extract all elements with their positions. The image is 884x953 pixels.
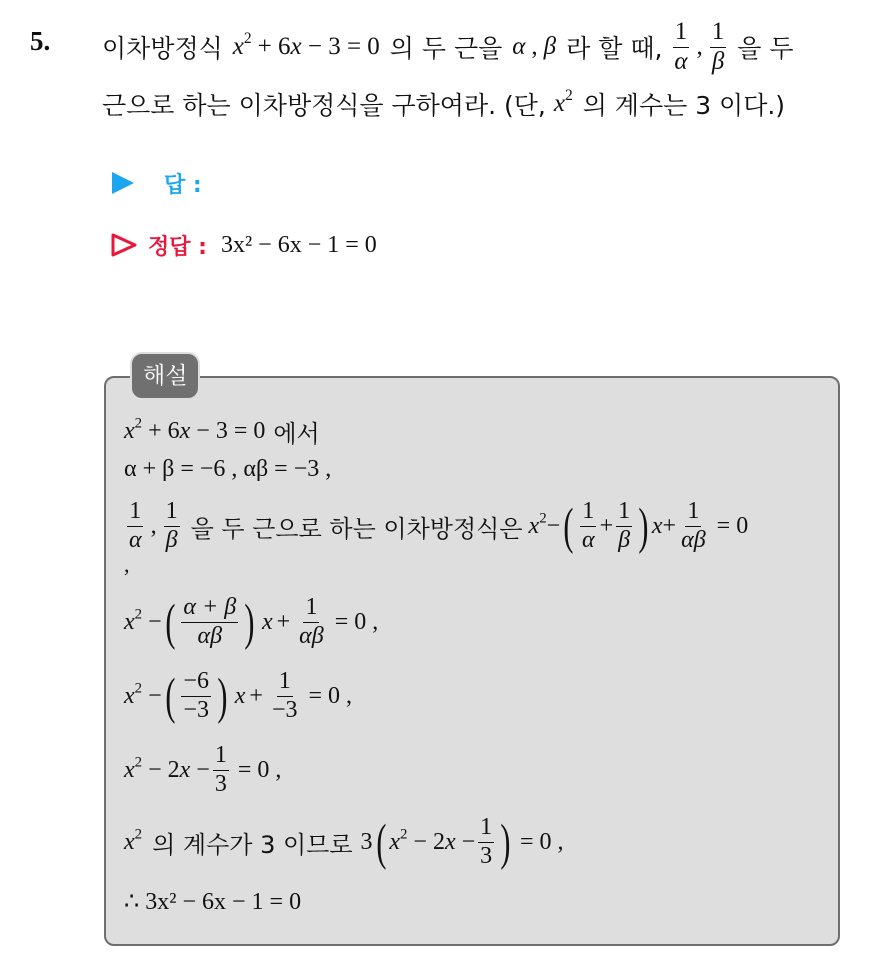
solution-line-2: α + β = −6 , αβ = −3 ,: [124, 455, 332, 482]
play-filled-icon: [112, 172, 134, 194]
question-text-b: 의 두 근을: [389, 34, 503, 63]
answer-row: [112, 168, 202, 198]
question-line-2: 근으로 하는 이차방정식을 구하여라. (단, $x^2$ 의 계수는 3 이다.): [102, 87, 786, 120]
question-number: 5.: [30, 26, 51, 56]
solution-conclusion: ∴ 3x² − 6x − 1 = 0: [124, 888, 302, 915]
question-text-c: 라 할 때,: [566, 34, 663, 63]
solution-line-3-comma: ,: [124, 552, 130, 577]
correct-answer-value: 3x² − 6x − 1 = 0: [220, 231, 377, 258]
answer-label: 답 :: [164, 172, 202, 198]
solution-line-4: $x^2$ − ( $\frac{\alpha + \beta}{\alpha\beta}$ ) x + $\frac{1}{\alpha\beta}$ = 0 ,: [124, 593, 379, 650]
question-text-line2b: 의 계수는 3 이다.): [582, 91, 786, 120]
solution-line-7-text: 의 계수가 3 이므로: [152, 830, 353, 859]
fraction-one-over-beta: $\frac{1}{\beta}$: [711, 18, 725, 75]
alpha-symbol: α: [512, 33, 526, 60]
solution-line-5: $x^2$ − ( $\frac{-6}{-3}$ ) x + $\frac{1}{-3}$ = 0 ,: [124, 667, 353, 724]
beta-symbol: β: [543, 33, 557, 60]
solution-line-1: $x^2$ + 6x − 3 = 0 에서: [124, 415, 320, 448]
correct-answer-row: [110, 229, 377, 261]
solution-line-7: $x^2$ 의 계수가 3 이므로 3 ( $x^2$ − 2x − $\frac{1}{3}$ ) = 0 ,: [124, 813, 564, 870]
question-text-a: 이차방정식: [102, 34, 223, 63]
solution-line-3: $\frac{1}{\alpha}$ , $\frac{1}{\beta}$ 을 두 근으로 하는 이차방정식은 $x^2$ − ( $\frac{1}{\alpha}$ + $\frac{1}{\beta}$ ) x + $\frac{1}{\alpha\beta}$ = 0: [129, 497, 749, 554]
solution-tab: 해설: [130, 352, 200, 400]
question-text-line2: 근으로 하는 이차방정식을 구하여라. (단,: [102, 91, 546, 120]
play-outline-icon: [110, 232, 138, 258]
correct-answer-label: 정답 :: [148, 234, 207, 260]
solution-line-6: $x^2$ − 2x − $\frac{1}{3}$ = 0 ,: [124, 742, 282, 797]
question-text-d: 을 두: [737, 34, 794, 63]
solution-line-3-text: 을 두 근으로 하는 이차방정식은: [190, 514, 523, 543]
question-line-1: 이차방정식 $x^2$ + 6x − 3 = 0 의 두 근을 α , β 라 할 때, $\frac{1}{\alpha}$ , $\frac{1}{\beta}$ 을 두: [102, 18, 794, 75]
solution-line-1-text: 에서: [273, 419, 320, 448]
fraction-one-over-alpha: $\frac{1}{\alpha}$: [674, 18, 688, 75]
